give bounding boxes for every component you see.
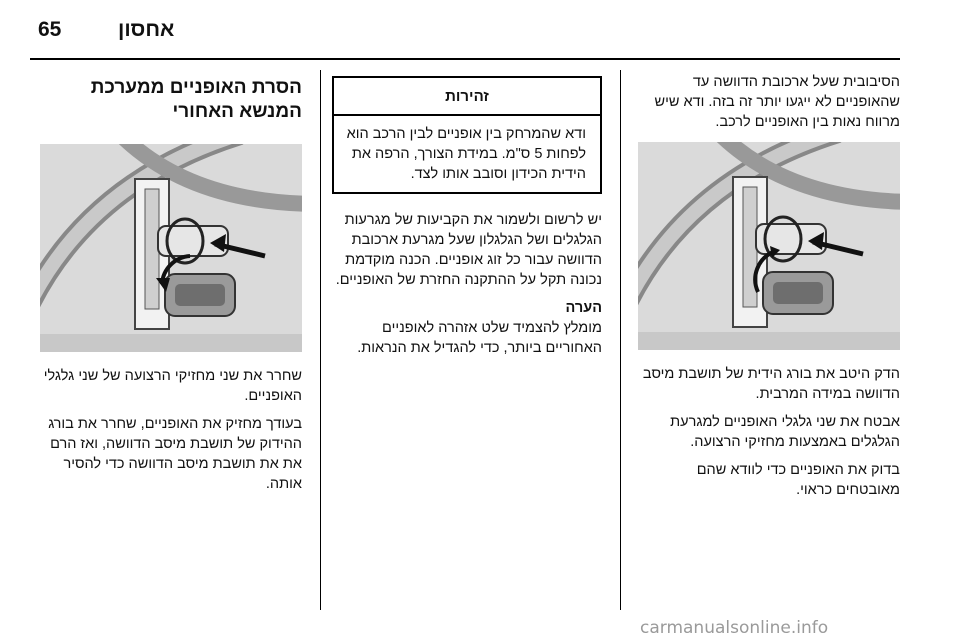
column-divider-left bbox=[320, 70, 321, 610]
watermark: carmanualsonline.info bbox=[640, 618, 829, 638]
warning-box bbox=[332, 76, 602, 194]
step-release-pedal-mount: בעודך מחזיק את האופניים, שחרר את בורג ההידוק של תושבת מיסב הדוושה, ואז הרם את את תושבת מיסב הדוושה כדי להסיר אותה. bbox=[48, 416, 302, 492]
step-tighten-handle: הדק היטב את בורג הידית של תושבת מיסב הדוושה במידה המרבית. bbox=[642, 366, 900, 402]
note-label: הערה bbox=[565, 300, 602, 316]
step-check-bicycles: בדוק את האופניים כדי לוודא שהם מאובטחים כראוי. bbox=[696, 462, 900, 498]
left-column bbox=[38, 76, 302, 502]
removal-heading: הסרת האופניים ממערכת המנשא האחורי bbox=[90, 77, 302, 122]
pedal-mount-illustration bbox=[638, 142, 900, 350]
settings-paragraph: יש לרשום ולשמור את הקביעות של מגרעות הגלגלים ושל הגלגלון שעל מגרעת ארכובת הדוושה עבור כל זוג אופניים. הכנה מוקדמת נכונה תקל על ההתקנה החזרת של האופניים. bbox=[335, 212, 602, 288]
warning-body: ודא שהמרחק בין אופניים לבין הרכב הוא לפחות 5 ס"מ. במידת הצורך, הרפה את הידית הכידון וסובב אותו לצד. bbox=[346, 126, 586, 182]
middle-column bbox=[332, 76, 602, 366]
intro-paragraph: הסיבובית שעל ארכובת הדוושה עד שהאופניים לא ייגעו יותר זה בזה. ודא שיש מרווח נאות בין האופניים לרכב. bbox=[654, 74, 900, 130]
page-number: 65 bbox=[38, 18, 62, 41]
step-secure-wheels: אבטח את שני גלגלי האופניים למגרעת הגלגלים באמצעות מחזיקי הרצועה. bbox=[670, 414, 900, 450]
pedal-release-illustration bbox=[40, 144, 302, 352]
note-body: מומלץ להצמיד שלט אזהרה לאופניים האחוריים ביותר, כדי להגדיל את הנראות. bbox=[357, 320, 602, 356]
warning-title: זהירות bbox=[334, 78, 600, 116]
header-divider bbox=[30, 58, 900, 60]
right-column bbox=[636, 72, 900, 508]
column-divider-right bbox=[620, 70, 621, 610]
step-release-straps: שחרר את שני מחזיקי הרצועה של שני גלגלי האופניים. bbox=[43, 368, 302, 404]
section-title: אחסון bbox=[118, 18, 175, 41]
